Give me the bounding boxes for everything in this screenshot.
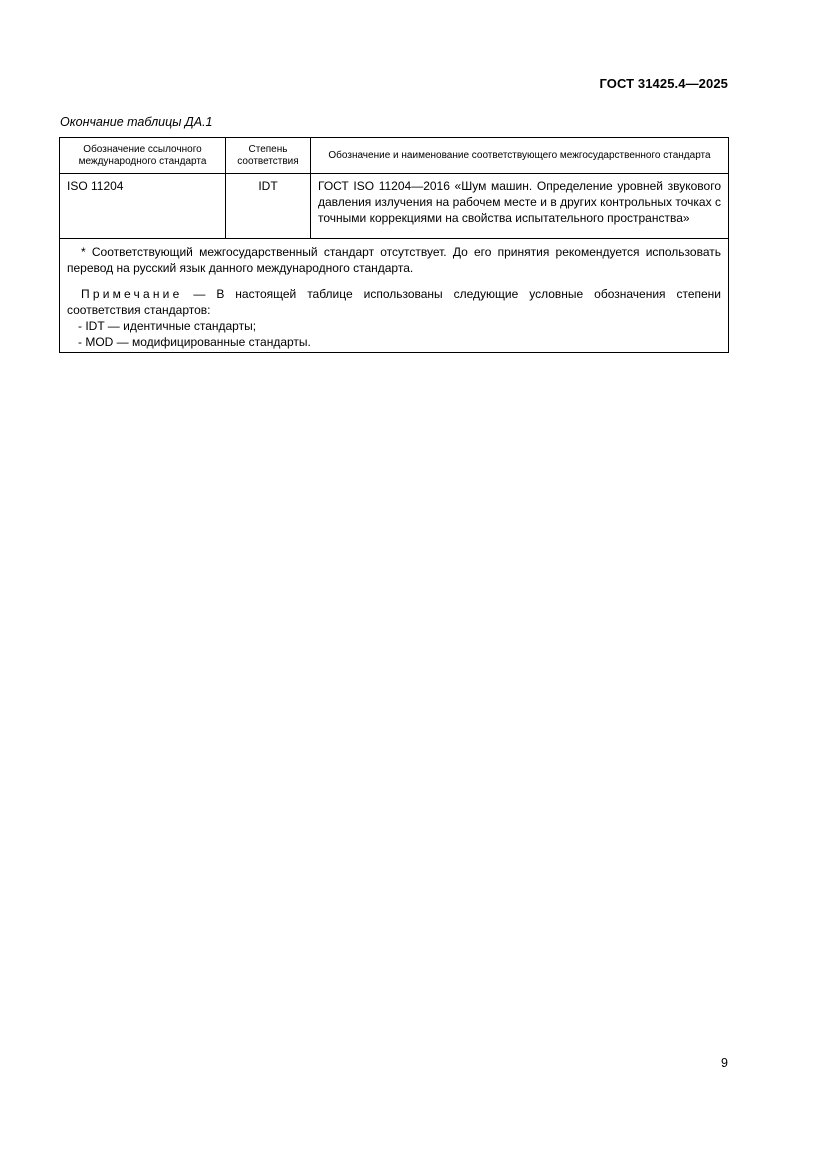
standards-correspondence-table [59, 137, 729, 353]
cell-degree: IDT [226, 174, 311, 239]
table-footer [60, 239, 729, 353]
note-text: — В настоящей таблице использованы следующие условные обозначения степени соответствия стандартов: [67, 287, 721, 317]
table-footer-row [60, 239, 729, 353]
note-list-item: - MOD — модифицированные стандарты. [78, 335, 311, 349]
footnote: * Соответствующий межгосударственный стандарт отсутствует. До его принятия рекомендуется использовать перевод на русский язык данного международного стандарта. [67, 245, 721, 275]
table-row [60, 174, 729, 239]
note-list-item: - IDT — идентичные стандарты; [78, 319, 257, 333]
cell-intl-standard: ISO 11204 [60, 174, 226, 239]
note-list [67, 318, 721, 350]
note [67, 286, 721, 318]
table-header-row [60, 138, 729, 174]
page-number: 9 [721, 1056, 728, 1070]
column-header-interstate-standard: Обозначение и наименование соответствующего межгосударственного стандарта [311, 138, 729, 174]
cell-interstate-standard: ГОСТ ISO 11204—2016 «Шум машин. Определение уровней звукового давления излучения на рабочем месте и в других контрольных точках с точными коррекциями на свойства испытательного пространства» [311, 174, 729, 239]
note-label: Примечание [81, 287, 183, 301]
column-header-intl-standard: Обозначение ссылочного международного стандарта [60, 138, 226, 174]
table-caption: Окончание таблицы ДА.1 [60, 115, 213, 129]
document-code: ГОСТ 31425.4—2025 [599, 76, 728, 91]
column-header-degree: Степень соответствия [226, 138, 311, 174]
